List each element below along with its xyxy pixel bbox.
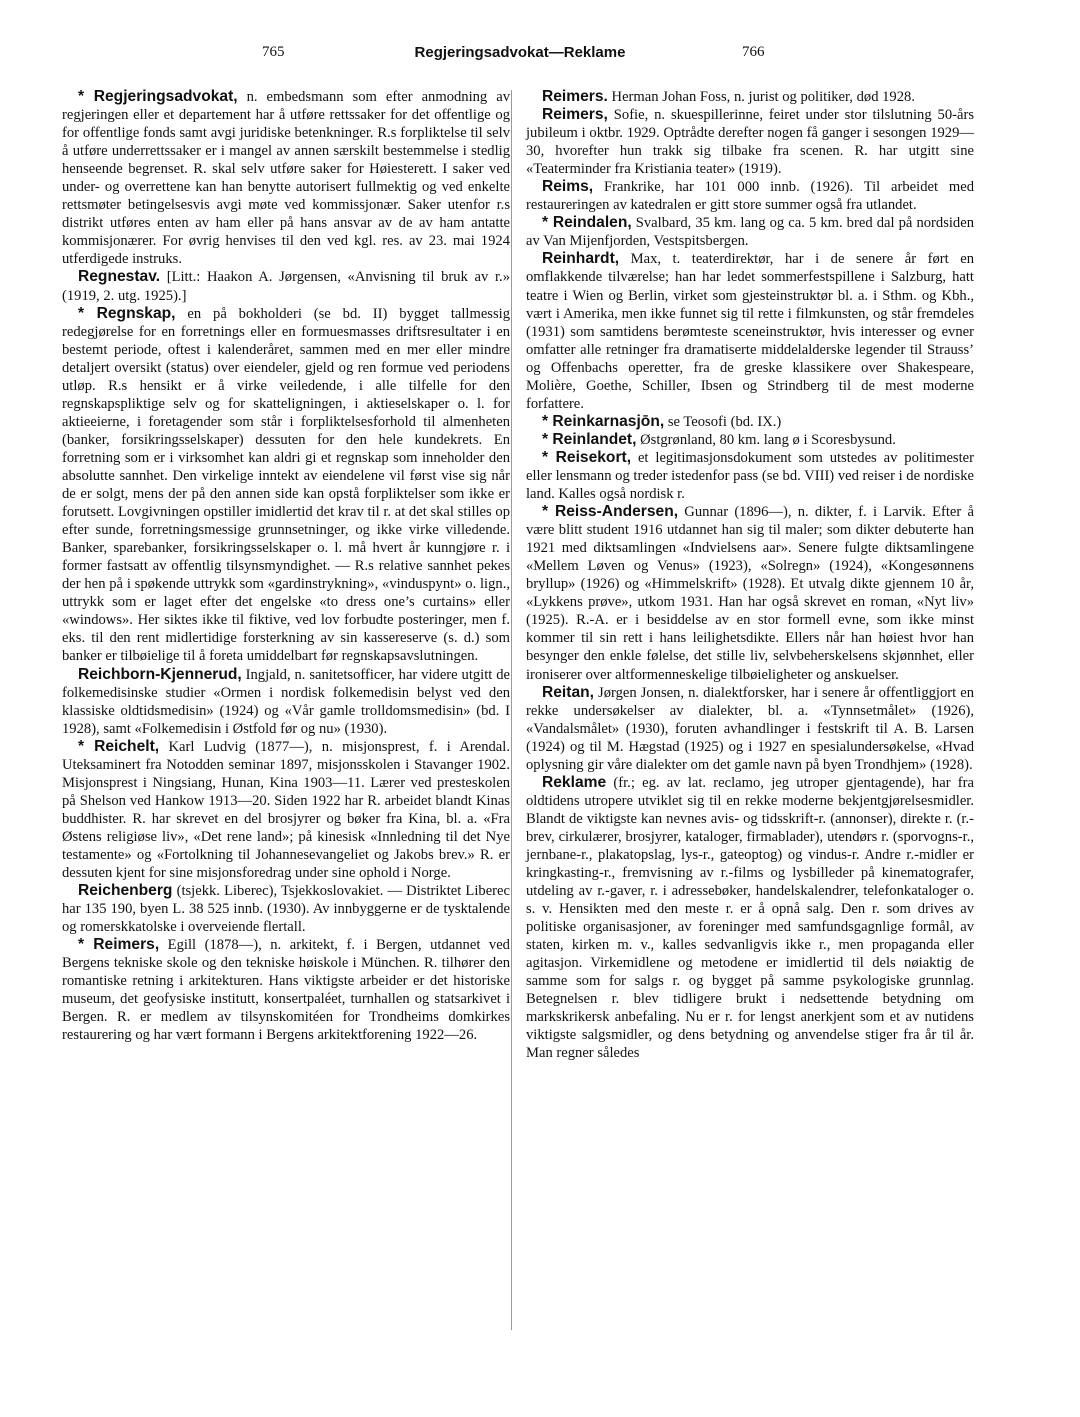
entry-text: Egill (1878—), n. arkitekt, f. i Bergen, utdannet ved Bergens tekniske skole og den tekniske høiskole i München. R. tilhører den romantiske retning i arkitekturen. Hans viktigste arbeider er det historiske museum, det geofysiske institutt, konsertpaléet, turnhallen og statsarkivet i Bergen. R. er medlem av tilsynskomitéen for Trondheims domkirkes restaurering og har vært formann i Bergens arkitektforening 1922—26. bbox=[62, 937, 510, 1044]
entry-text: Jørgen Jonsen, n. dialektforsker, har i senere år offentliggjort en rekke undersøkelser av dialekter, bl. a. «Tynnsetmålet» (1926), «Vandalsmålet» (1930), foruten avhandlinger i festskrift til A. B. Larsen (1924) og til M. Hægstad (1925) og i 1927 en spesialundersøkelse, «Hvad oplysning gir våre dialekter om det gamle navn på byen Trondhjem» (1928). bbox=[526, 684, 974, 773]
entry-reinkarnasjon bbox=[526, 413, 974, 431]
entry-text: (fr.; eg. av lat. reclamo, jeg utroper gjentagende), har fra oldtidens utropere utviklet sig til en rekke moderne bekjentgjørelsesmidler. Blandt de viktigste kan nevnes avis- og tidsskrift-r. (annonser), direkte r. (r.-brev, cirkulærer, brosjyrer, kataloger, firmablader), utendørs r. (sporvogns-r., jernbane-r., plakatopslag, lys-r., gateoptog) og vindus-r. Andre r.-midler er kringkasting-r., fremvisning av r.-films og lysbilleder på kinematografer, utdeling av r.-gaver, r. i adressebøker, handelskalendrer, telefonkataloger o. s. v. Hensikten med den meste r. er å opnå salg. Den r. som drives av politiske organisasjoner, av foreninger med samfundsgagnlige formål, av staten, kirken m. v., kalles sedvanligvis ikke r., men propaganda eller agitasjon. Virkemidlene og metodene er imidlertid til dels nøiaktig de samme som for salgs r. og bygget på samme psykologiske grunnlag. Betegnelsen r. blev tidligere brukt i nedsettende betydning om markskrikersk anbefaling. Nu er r. for lengst anerkjent som et av nutidens viktigste salgsmidler, og dens betydning og anvendelse stiger fra år til år. Man regner således bbox=[526, 774, 974, 1062]
entry-text: n. embedsmann som efter anmodning av regjeringen eller et departement har å utføre rettssaker for det offentlige og for offentlige fonds samt avgi juridiske betenkninger. R.s forpliktelse til selv å utføre underrettssaker er i mangel av annen særskilt bestemmelse i stedlig henseende begrenset. R. skal selv utføre saker for Høiesterett. I saker ved under- og overrettene kan han benytte autorisert fullmektig og ved enkelte rettsmøter betingelsesvis avgi møte ved kommissjonær. Saker utenfor r.s distrikt utføres enten av ham eller på hans ansvar av de av ham antatte kommisjonærer. For øvrig henvises til den ved kgl. res. av 23. mai 1924 utferdigede instruks. bbox=[62, 89, 510, 268]
headword: Reims, bbox=[542, 178, 594, 196]
entry-reiss-andersen bbox=[526, 503, 974, 683]
page-header bbox=[0, 44, 1080, 70]
headword: Reichborn-Kjennerud, bbox=[78, 665, 242, 683]
entry-text: [Litt.: Haakon A. Jørgensen, «Anvisning til bruk av r.» (1919, 2. utg. 1925).] bbox=[62, 269, 510, 304]
entry-reindalen bbox=[526, 214, 974, 250]
left-column bbox=[62, 88, 510, 1044]
entry-regjeringsadvokat bbox=[62, 88, 510, 268]
entry-text: Herman Johan Foss, n. jurist og politiker, død 1928. bbox=[607, 89, 915, 105]
headword: * Reinkarnasjōn, bbox=[542, 412, 665, 430]
entry-text: se Teosofi (bd. IX.) bbox=[664, 413, 782, 430]
headword: Reichenberg bbox=[78, 882, 173, 900]
headword: Regnestav. bbox=[78, 268, 161, 286]
headword: Reinhardt, bbox=[542, 250, 620, 268]
headword: Reimers, bbox=[542, 106, 608, 124]
entry-reimers-herman bbox=[526, 88, 974, 106]
entry-text: Svalbard, 35 km. lang og ca. 5 km. bred dal på nordsiden av Van Mijenfjorden, Vestspitsbergen. bbox=[526, 215, 974, 250]
headword: Reitan, bbox=[542, 683, 594, 701]
column-divider bbox=[511, 90, 512, 1330]
headword: * Reisekort, bbox=[542, 448, 632, 466]
entry-text: en på bokholderi (se bd. II) bygget tallmessig redegjørelse for en forretnings eller en formuesmasses driftsresultater i en bestemt periode, oftest i kalenderåret, sammen med en mer eller mindre detaljert oversikt (status) over eiendeler, gjeld og ren formue ved periodens utløp. R.s hensikt er å virke veiledende, i alle tilfelle for den regnskapspliktige selv og for skatteligningen, i aktieselskaper o. l. for aktieeierne, i foretagender som står i forpliktelsesforhold til almenheten (banker, forsikringsselskaper) dessuten for den hele kundekrets. En forretning som er i virksomhet kan aldri gi et regnskap som inneholder den absolutte sannhet. Den virkelige inntekt av eiendelene vil først vise sig når de er solgt, mens der på den annen side kan opstå forpliktelser som ikke er forutsett. Lovgivningen opstiller imidlertid det krav til r. at det skal stilles op efter sunde, forretningsmessige grunnsetninger, og ikke virke villedende. Banker, sparebanker, forsikringsselskaper o. l. må hvert år kunngjøre r. i former fastsatt av offentlig tilsynsmyndighet. — R.s relative sannhet pekes der hen på i spøkende uttrykk som «gardinstrykning», «vinduspynt» o. lign., uttrykk som er laget efter det engelske «to dress one’s curtains» eller «windows». Her siktes ikke til fiktive, ved lov forbudte posteringer, men f. eks. til den rent midlertidige forsterkning av sin kassereserve (s. d.) som banker er tilbøielige til å foreta umiddelbart før regnskapsavslutningen. bbox=[62, 305, 511, 665]
entry-text: (tsjekk. Liberec), Tsjekkoslovakiet. — Distriktet Liberec har 135 190, byen L. 38 525 innb. (1930). Av innbyggerne er de tysktalende og romerskkatolske i overveiende flertall. bbox=[62, 883, 510, 936]
entry-reimers-sofie bbox=[526, 106, 974, 178]
entry-reichborn-kjennerud bbox=[62, 666, 510, 738]
entry-regnskap bbox=[62, 305, 510, 666]
entry-text: et legitimasjonsdokument som utstedes av politimester eller lensmann og treder istedenfor pass (se bd. VIII) ved reiser i de nordiske land. Kalles også nordisk r. bbox=[526, 449, 974, 503]
right-column bbox=[526, 88, 974, 1063]
entry-reitan bbox=[526, 684, 974, 774]
entry-reichelt bbox=[62, 738, 510, 882]
entry-text: Max, t. teaterdirektør, har i de senere år ført en omflakkende tilværelse; han har ledet sommerfestspillene i Salzburg, hatt teatre i Wien og Berlin, virket som gjesteinstruktør bl. a. i Sthm. og Kbh., vært i Amerika, men ikke funnet sig til rette i filmkunsten, og står fremdeles (1931) som samtidens berømteste sceneinstruktør, hvis interesser og evner omfatter alle retninger fra dramatiserte middelalderske legender til Strauss’ og Offenbachs operetter, fra de greske klassikere over Shakespeare, Molière, Goethe, Schiller, Ibsen og Strindberg til de mest moderne forfattere. bbox=[526, 251, 974, 412]
headword: Reimers. bbox=[542, 88, 608, 105]
entry-text: Gunnar (1896—), n. dikter, f. i Larvik. Efter å være blitt student 1916 utdannet han sig til maler; som dikter debuterte han 1921 med diktsamlingen «Indvielsens aar». Senere fulgte diktsamlingene «Mellem Løven og Venus» (1923), «Solregn» (1924), «Kongesønnens bryllup» (1926) og «Himmelskrift» (1928). Et utvalg dikte gjennem 10 år, «Lykkens prøve», utkom 1931. Han har også skrevet en roman, «Nyt liv» (1925). R.-A. er i besiddelse av en stor formell evne, som ikke minst kommer til sin rett i hans leilighetsdikte. Ellers når han høiest hvor han besynger den enkle følelse, det stille liv, selvbeherskelsens skjønnhet, eller ironiserer over altformenneskelige tilbøieligheter og anskuelser. bbox=[526, 504, 974, 683]
entry-text: Frankrike, har 101 000 innb. (1926). Til arbeidet med restaureringen av katedralen er gitt store summer også fra utlandet. bbox=[526, 179, 974, 214]
headword: * Reichelt, bbox=[78, 737, 160, 755]
headword: * Reiss-Andersen, bbox=[542, 503, 679, 521]
headword: * Regjeringsadvokat, bbox=[78, 88, 238, 105]
entry-reinlandet bbox=[526, 431, 974, 449]
headword: * Reindalen, bbox=[542, 214, 632, 232]
entry-text: Østgrønland, 80 km. lang ø i Scoresbysund. bbox=[636, 431, 896, 448]
left-page-number: 765 bbox=[262, 44, 285, 60]
entry-text: Karl Ludvig (1877—), n. misjonsprest, f. i Arendal. Uteksaminert fra Notodden seminar 1897, misjonsskolen i Stavanger 1902. Misjonsprest i Ningsiang, Hunan, Kina 1903—11. Lærer ved presteskolen på Shelson ved Hankow 1913—20. Siden 1922 har R. arbeidet blandt Kinas buddhister. R. har skrevet en del brosjyrer og bøker fra Kina, bl. a. «Fra Østens religiøse liv», «Det rene land»; på kinesisk «Innledning til det Nye testamente» og «Fortolkning til Johannesevangeliet og Jakobs brev.» R. er dessuten kjent for sine misjonsforedrag under sine ophold i Norge. bbox=[62, 738, 510, 882]
entry-reklame bbox=[526, 774, 974, 1063]
headword: * Reimers, bbox=[78, 936, 160, 954]
entry-reinhardt bbox=[526, 250, 974, 412]
entry-reims bbox=[526, 178, 974, 214]
right-page-number: 766 bbox=[742, 44, 765, 60]
entry-text: Ingjald, n. sanitetsofficer, har videre utgitt de folkemedisinske studier «Ormen i nordisk folkemedisin belyst ved den klassiske oldtidsmedisin» (1924) og «Vår gamle trolldomsmedisin» (bd. I 1928), samt «Folkemedisin i Østfold før og nu» (1930). bbox=[62, 666, 510, 737]
entry-regnestav bbox=[62, 268, 510, 304]
entry-reimers-egill bbox=[62, 936, 510, 1044]
entry-reichenberg bbox=[62, 882, 510, 936]
running-title: Regjeringsadvokat—Reklame bbox=[414, 44, 626, 61]
headword: * Reinlandet, bbox=[542, 430, 637, 448]
headword: * Regnskap, bbox=[78, 304, 176, 322]
entry-reisekort bbox=[526, 449, 974, 503]
headword: Reklame bbox=[542, 773, 607, 791]
entry-text: Sofie, n. skuespillerinne, feiret under stor tilslutning 50-års jubileum i oktbr. 1929. Optrådte derefter nogen få ganger i sesongen 1929—30, hvorefter hun trakk sig tilbake fra scenen. R. har utgitt sine «Teaterminder fra Kristiania teater» (1919). bbox=[526, 107, 974, 178]
